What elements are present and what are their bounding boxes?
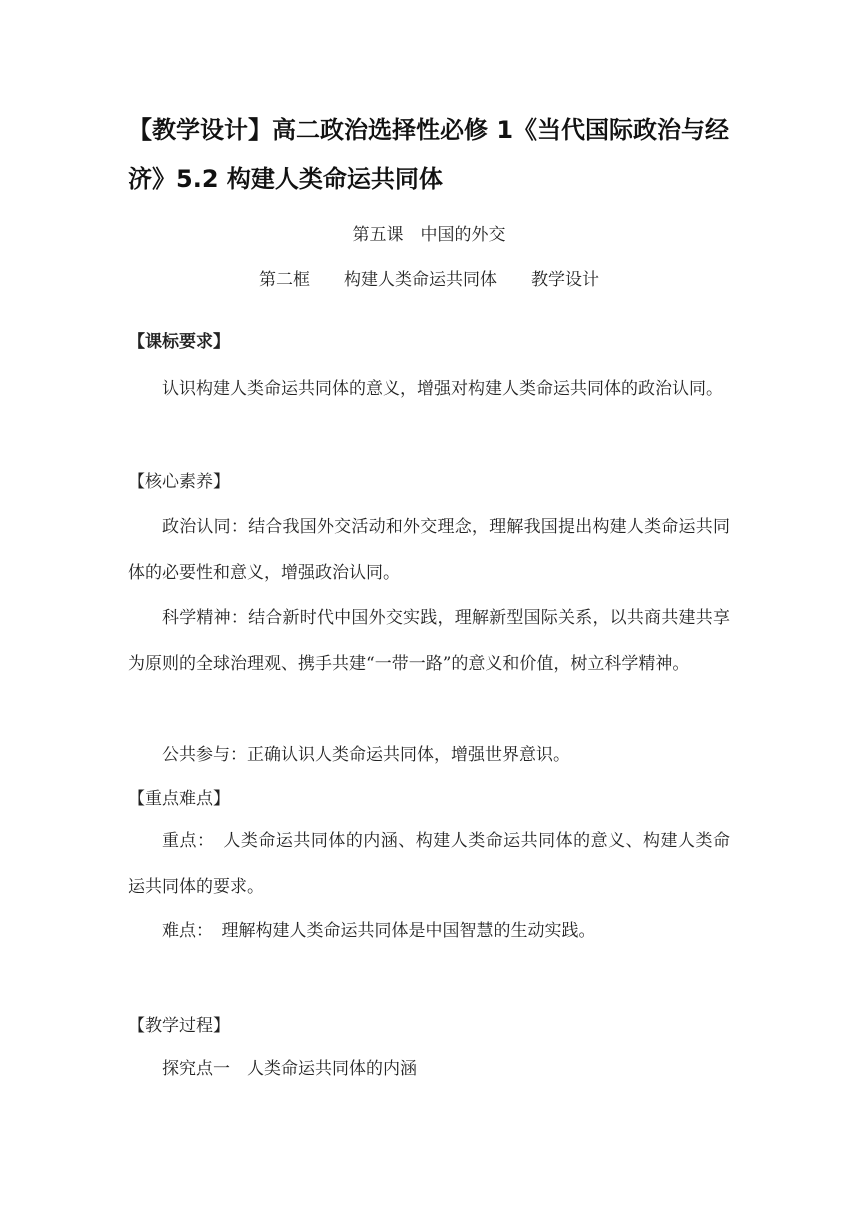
section-subtitle: 第二框 构建人类命运共同体 教学设计 <box>259 270 599 290</box>
political-identity-text: 政治认同：结合我国外交活动和外交理念，理解我国提出构建人类命运共同体的必要性和意义，增强政治认同。 <box>128 517 730 583</box>
difficult-point-text: 难点： 理解构建人类命运共同体是中国智慧的生动实践。 <box>162 921 596 941</box>
inquiry-point-one: 探究点一 人类命运共同体的内涵 <box>162 1059 417 1079</box>
key-points-heading: 【重点难点】 <box>128 789 230 809</box>
teaching-process-heading: 【教学过程】 <box>128 1016 230 1036</box>
scientific-spirit-text: 科学精神：结合新时代中国外交实践，理解新型国际关系，以共商共建共享为原则的全球治理观、携手共建“一带一路”的意义和价值，树立科学精神。 <box>128 608 730 674</box>
lesson-subtitle: 第五课 中国的外交 <box>352 225 506 245</box>
curriculum-text: 认识构建人类命运共同体的意义，增强对构建人类命运共同体的政治认同。 <box>162 379 723 399</box>
key-point-text: 重点： 人类命运共同体的内涵、构建人类命运共同体的意义、构建人类命运共同体的要求。 <box>128 831 730 897</box>
document-title: 【教学设计】高二政治选择性必修 1《当代国际政治与经济》5.2 构建人类命运共同体 <box>128 116 730 193</box>
curriculum-heading: 【课标要求】 <box>128 332 230 352</box>
public-participation-text: 公共参与：正确认识人类命运共同体，增强世界意识。 <box>162 745 570 765</box>
core-literacy-heading: 【核心素养】 <box>128 472 230 492</box>
